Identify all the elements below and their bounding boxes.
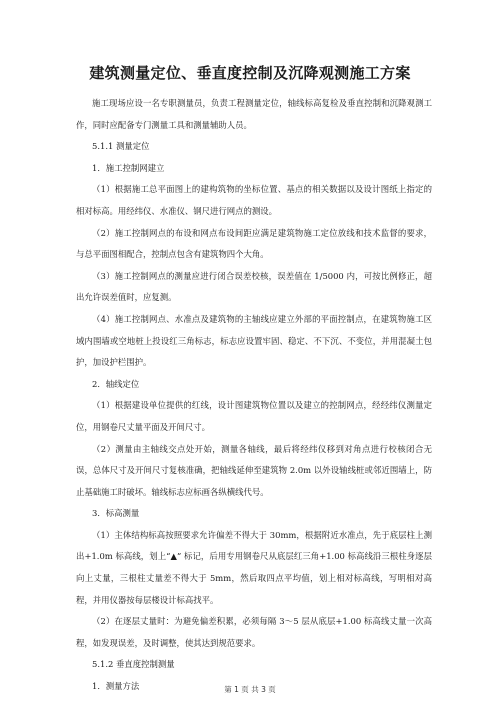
document-title: 建筑测量定位、垂直度控制及沉降观测施工方案 [89, 64, 411, 82]
paragraph-control-4: （4）施工控制网点、水准点及建筑物的主轴线应建立外部的平面控制点，在建筑物施工区域内围墙或空地桩上投设红三角标志，标志应设置牢固、稳定、不下沉、不变位，并用混凝土包护，加设护栏围护。 [76, 313, 432, 368]
section-heading-5-1-1: 5.1.1 测量定位 [92, 141, 150, 152]
paragraph-axis-1: （1）根据建设单位提供的红线，设计图建筑物位置以及建立的控制网点，经经纬仪测量定位，用钢卷尺丈量平面及开间尺寸。 [76, 400, 432, 432]
subsection-heading-axis: 2．轴线定位 [92, 378, 140, 389]
subsection-heading-method: 1．测量方法 [92, 681, 140, 692]
paragraph-control-1: （1）根据施工总平面图上的建构筑物的坐标位置、基点的相关数据以及设计图纸上指定的相对标高。用经纬仪、水准仪、钢尺进行网点的测设。 [76, 184, 432, 216]
subsection-heading-control-network: 1．施工控制网建立 [92, 162, 165, 173]
subsection-heading-elevation: 3．标高测量 [92, 508, 140, 519]
document-body [76, 93, 432, 698]
intro-paragraph: 施工现场应设一名专职测量员，负责工程测量定位，轴线标高复检及垂直控制和沉降观测工作，同时应配备专门测量工具和测量辅助人员。 [76, 98, 432, 130]
paragraph-control-3: （3）施工控制网点的测量应进行闭合误差校核，误差值在 1/5000 内，可按比例修正，超出允许误差值时，应复测。 [76, 270, 432, 303]
paragraph-control-2: （2）施工控制网点的布设和网点布设间距应满足建筑物施工定位放线和技术监督的要求，与总平面图相配合，控制点包含有建筑物四个大角。 [76, 227, 432, 260]
paragraph-axis-2: （2）测量由主轴线交点处开始，测量各轴线，最后将经纬仪移到对角点进行校核闭合无误，总体尺寸及开间尺寸复核准确，把轴线延伸至建筑物 2.0m 以外设轴线桩或邻近围墙上，防止基础施工时破坏。轴线标志应标画各纵横线代号。 [76, 443, 432, 497]
section-heading-5-1-2: 5.1.2 垂直度控制测量 [92, 659, 175, 670]
page-footer: 第 1 页 共 3 页 [224, 685, 276, 694]
paragraph-elevation-2: （2）在逐层丈量时：为避免偏差积累，必须每隔 3～5 层从底层+1.00 标高线丈量一次高程，如发现误差，及时调整，使其达到规范要求。 [76, 616, 432, 648]
paragraph-elevation-1: （1）主体结构标高按照要求允许偏差不得大于 30mm，根据附近水准点，先于底层柱上测出+1.0m 标高线，划上“▲” 标记，后用专用钢卷尺从底层红三角+1.00 标高线沿三根柱身逐层向上丈量，三根柱丈量差不得大于 5mm，然后取四点平均值，划上相对标高线，写明相对高程，并用仪器按每层楼设计标高找平。 [76, 529, 432, 605]
